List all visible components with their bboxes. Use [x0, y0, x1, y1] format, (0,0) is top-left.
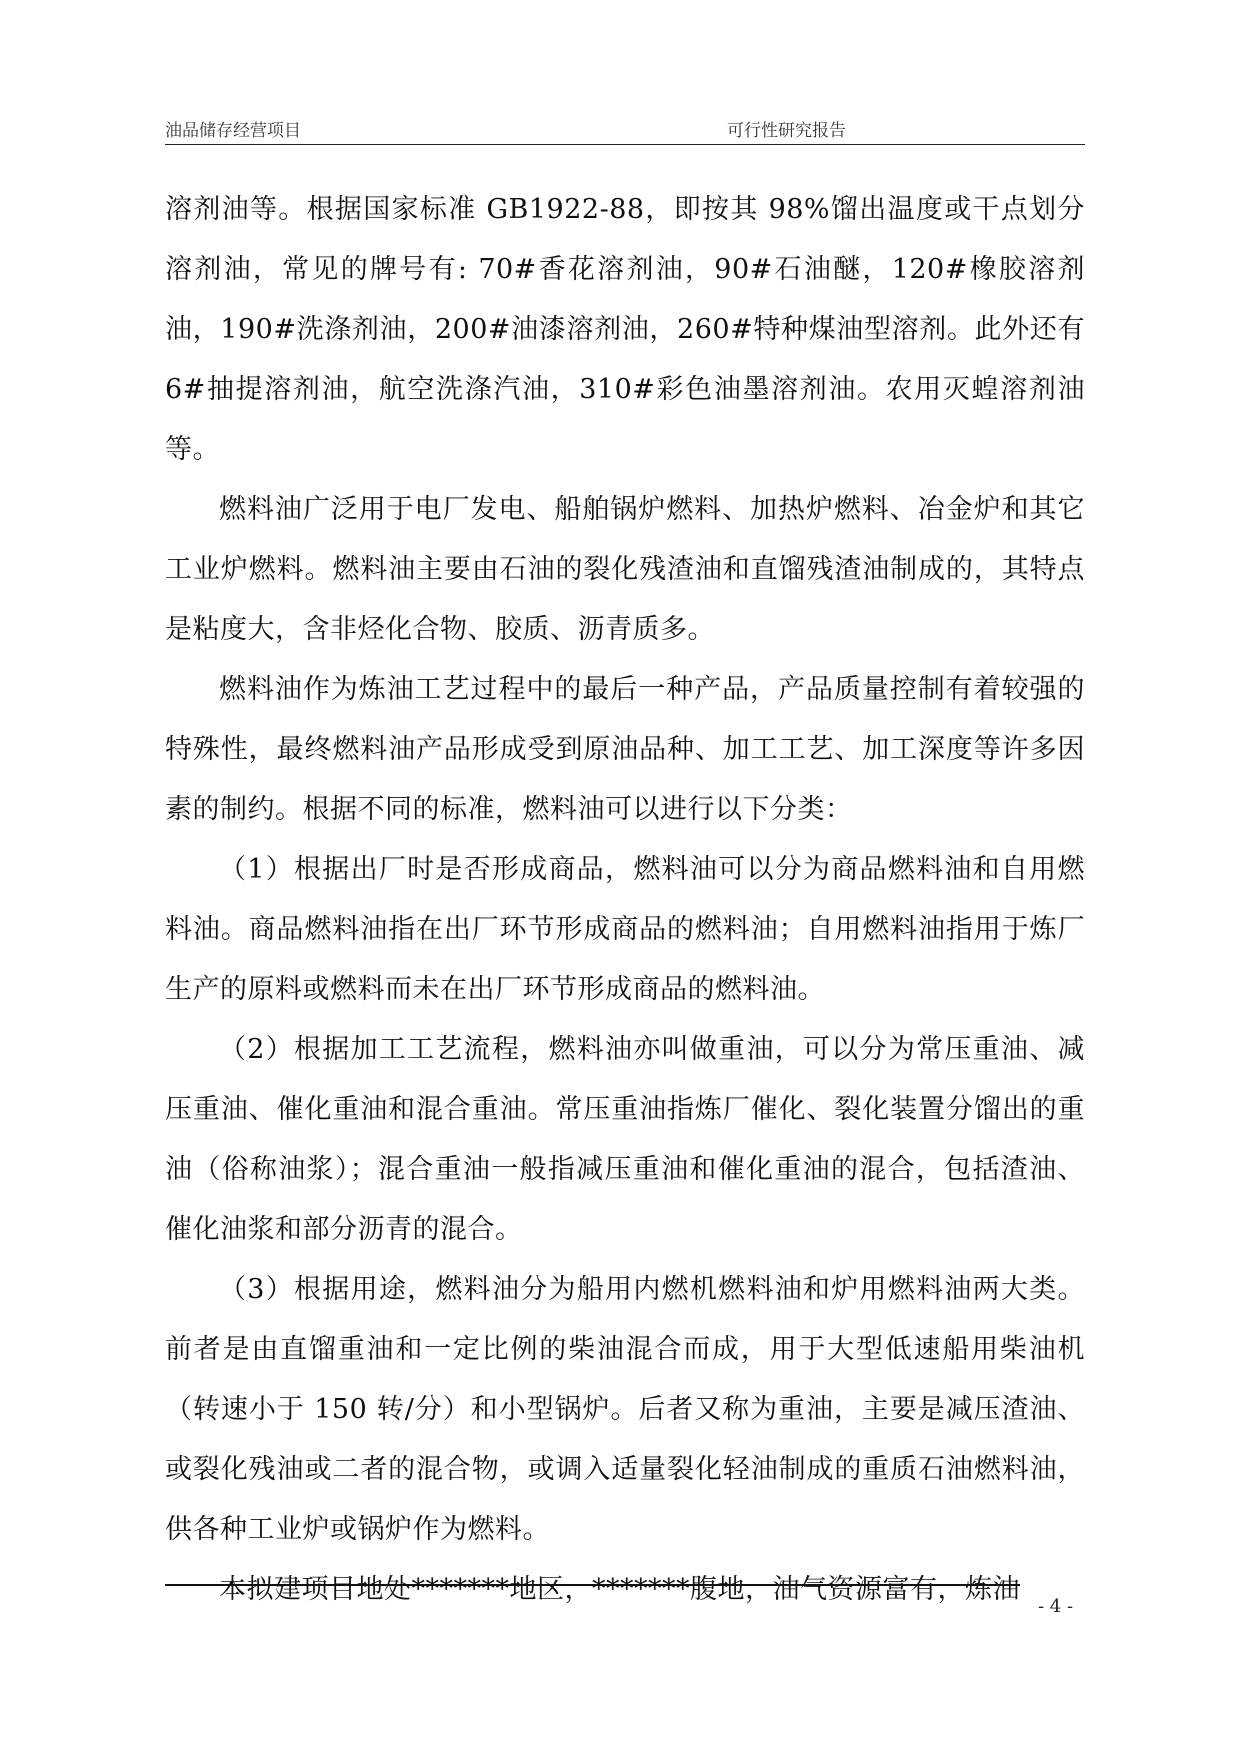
paragraph-classification-1: （1）根据出厂时是否形成商品，燃料油可以分为商品燃料油和自用燃料油。商品燃料油指在出厂环节形成商品的燃料油；自用燃料油指用于炼厂生产的原料或燃料而未在出厂环节形成商品的燃料油。	[165, 854, 1085, 1005]
footer-divider	[165, 1584, 1020, 1586]
document-body	[165, 180, 1085, 1620]
paragraph-classification-2: （2）根据加工工艺流程，燃料油亦叫做重油，可以分为常压重油、减压重油、催化重油和混合重油。常压重油指炼厂催化、裂化装置分馏出的重油（俗称油浆）；混合重油一般指减压重油和催化重油的混合，包括渣油、催化油浆和部分沥青的混合。	[165, 1034, 1085, 1245]
page-number: - 4 -	[1038, 1596, 1074, 1617]
paragraph-classification-3: （3）根据用途，燃料油分为船用内燃机燃料油和炉用燃料油两大类。前者是由直馏重油和一定比例的柴油混合而成，用于大型低速船用柴油机（转速小于 150 转/分）和小型锅炉。后者又称为重油，主要是减压渣油、或裂化残油或二者的混合物，或调入适量裂化轻油制成的重质石油燃料油，供各种工业炉或锅炉作为燃料。	[165, 1274, 1085, 1545]
header-report-title: 可行性研究报告	[727, 121, 846, 141]
header-project-title: 油品储存经营项目	[165, 121, 301, 141]
paragraph-project-location: 本拟建项目地处*******地区，*******腹地，油气资源富有，炼油	[219, 1574, 1020, 1605]
header-divider	[165, 144, 1085, 145]
paragraph-fuel-oil-usage: 燃料油广泛用于电厂发电、船舶锅炉燃料、加热炉燃料、冶金炉和其它工业炉燃料。燃料油主要由石油的裂化残渣油和直馏残渣油制成的，其特点是粘度大，含非烃化合物、胶质、沥青质多。	[165, 494, 1085, 645]
page-header	[165, 116, 1085, 142]
paragraph-solvent-oil: 溶剂油等。根据国家标准 GB1922-88，即按其 98%馏出温度或干点划分溶剂油，常见的牌号有: 70#香花溶剂油，90#石油醚，120#橡胶溶剂油，190#洗涤剂油，200#油漆溶剂油，260#特种煤油型溶剂。此外还有 6#抽提溶剂油，航空洗涤汽油，310#彩色油墨溶剂油。农用灭蝗溶剂油等。	[165, 194, 1085, 465]
paragraph-fuel-oil-classification: 燃料油作为炼油工艺过程中的最后一种产品，产品质量控制有着较强的特殊性，最终燃料油产品形成受到原油品种、加工工艺、加工深度等许多因素的制约。根据不同的标准，燃料油可以进行以下分类：	[165, 674, 1085, 825]
